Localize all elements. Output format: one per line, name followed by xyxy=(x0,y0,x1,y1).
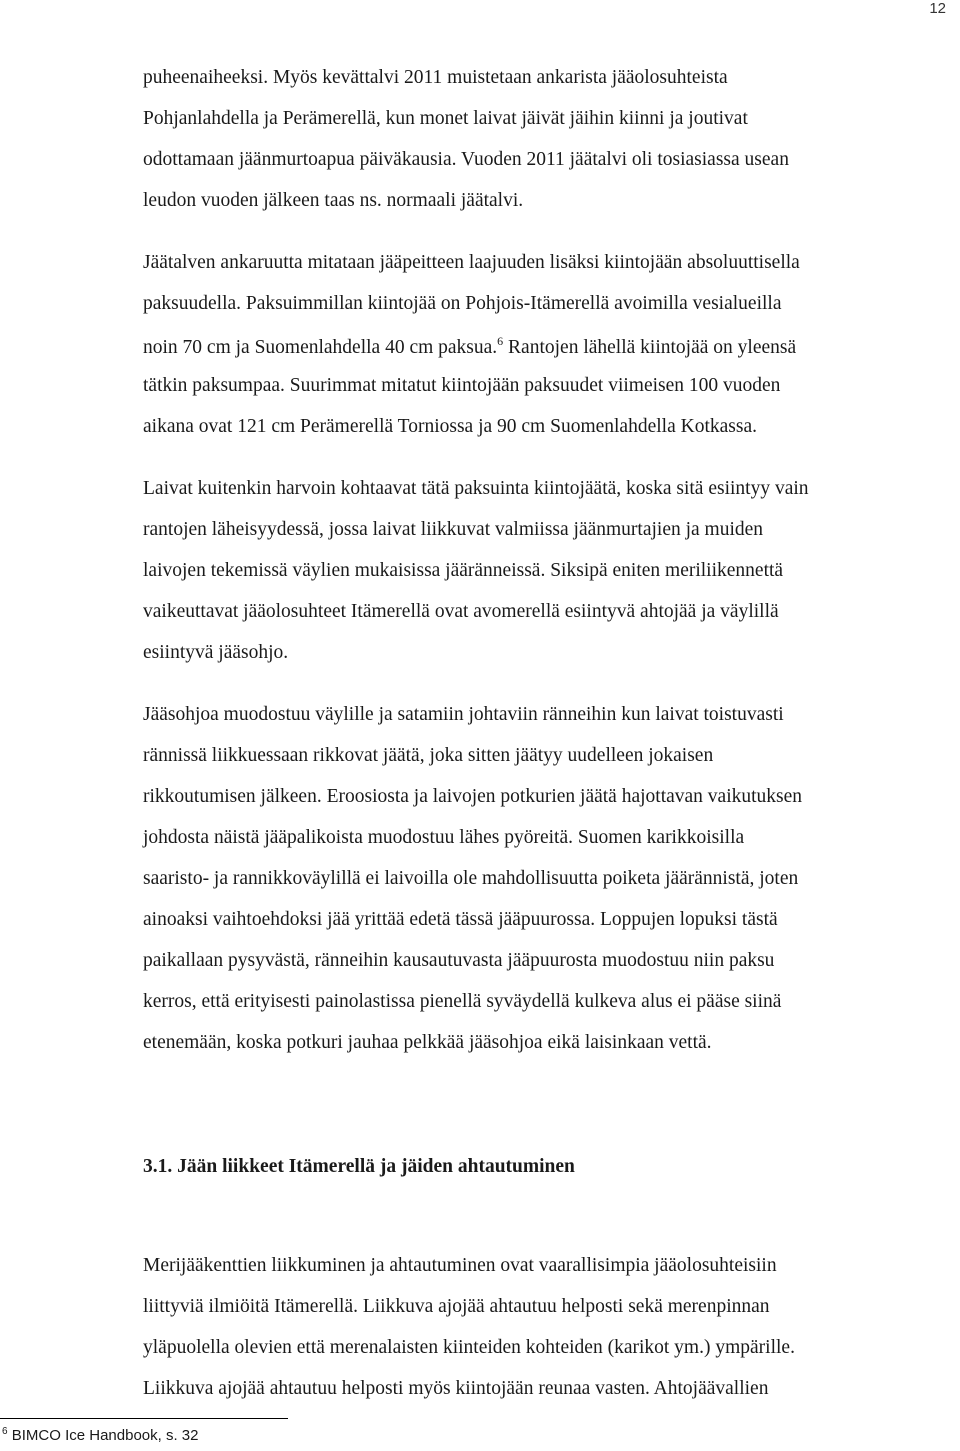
paragraph-3-line-1: Laivat kuitenkin harvoin kohtaavat tätä paksuinta kiintojäätä, koska sitä esiintyy vain xyxy=(143,478,809,499)
paragraph-5-line-3: yläpuolella olevien että merenalaisten kiinteiden kohteiden (karikot ym.) ympärille. xyxy=(143,1337,795,1358)
paragraph-5-line-2: liittyviä ilmiöitä Itämerellä. Liikkuva ajojää ahtautuu helposti sekä merenpinnan xyxy=(143,1296,770,1317)
footnote-marker: 6 xyxy=(2,1426,8,1437)
paragraph-1-line-2: Pohjanlahdella ja Perämerellä, kun monet laivat jäivät jäihin kiinni ja joutivat xyxy=(143,108,748,129)
paragraph-4-line-6: ainoaksi vaihtoehdoksi jää yrittää edetä tässä jääpuurossa. Loppujen lopuksi tästä xyxy=(143,909,778,930)
footnote-reference: 6 xyxy=(497,334,504,348)
paragraph-4-line-5: saaristo- ja rannikkoväylillä ei laivoilla ole mahdollisuutta poiketa jäärännistä, joten xyxy=(143,868,799,889)
paragraph-4-line-9: etenemään, koska potkuri jauhaa pelkkää jääsohjoa eikä laisinkaan vettä. xyxy=(143,1032,712,1053)
paragraph-2-line-5: aikana ovat 121 cm Perämerellä Torniossa ja 90 cm Suomenlahdella Kotkassa. xyxy=(143,416,757,437)
paragraph-3-line-2: rantojen läheisyydessä, jossa laivat liikkuvat valmiissa jäänmurtajien ja muiden xyxy=(143,519,764,540)
section-heading: 3.1. Jään liikkeet Itämerellä ja jäiden ahtautuminen xyxy=(143,1156,575,1177)
paragraph-1-line-4: leudon vuoden jälkeen taas ns. normaali jäätalvi. xyxy=(143,190,524,211)
paragraph-2-line-1: Jäätalven ankaruutta mitataan jääpeitteen laajuuden lisäksi kiintojään absoluuttisella xyxy=(143,252,800,273)
footnote-text: BIMCO Ice Handbook, s. 32 xyxy=(7,1427,199,1444)
paragraph-5-line-1: Merijääkenttien liikkuminen ja ahtautuminen ovat vaarallisimpia jääolosuhteisiin xyxy=(143,1255,777,1276)
footnote xyxy=(2,1426,198,1444)
paragraph-4-line-1: Jääsohjoa muodostuu väylille ja satamiin johtaviin ränneihin kun laivat toistuvasti xyxy=(143,704,784,725)
page-number: 12 xyxy=(929,0,946,17)
footnote-separator xyxy=(0,1418,288,1419)
paragraph-3-line-3: laivojen tekemissä väylien mukaisissa jääränneissä. Siksipä eniten meriliikennettä xyxy=(143,560,784,581)
paragraph-3-line-4: vaikeuttavat jääolosuhteet Itämerellä ovat avomerellä esiintyvä ahtojää ja väylillä xyxy=(143,601,779,622)
paragraph-5-line-4: Liikkuva ajojää ahtautuu helposti myös kiintojään reunaa vasten. Ahtojäävallien xyxy=(143,1378,769,1399)
paragraph-4-line-4: johdosta näistä jääpalikoista muodostuu lähes pyöreitä. Suomen karikkoisilla xyxy=(143,827,745,848)
paragraph-1-line-1: puheenaiheeksi. Myös kevättalvi 2011 muistetaan ankarista jääolosuhteista xyxy=(143,67,728,88)
paragraph-1-line-3: odottamaan jäänmurtoapua päiväkausia. Vuoden 2011 jäätalvi oli tosiasiassa usean xyxy=(143,149,789,170)
paragraph-4-line-8: kerros, että erityisesti painolastissa pienellä syväydellä kulkeva alus ei pääse siinä xyxy=(143,991,782,1012)
paragraph-4-line-7: paikallaan pysyvästä, ränneihin kausautuvasta jääpuurosta muodostuu niin paksu xyxy=(143,950,775,971)
paragraph-2-line-2: paksuudella. Paksuimmillan kiintojää on Pohjois-Itämerellä avoimilla vesialueilla xyxy=(143,293,782,314)
paragraph-2-line-3 xyxy=(143,335,796,358)
paragraph-2-line-3-text: noin 70 cm ja Suomenlahdella 40 cm paksua. xyxy=(143,337,498,358)
paragraph-4-line-3: rikkoutumisen jälkeen. Eroosiosta ja laivojen potkurien jäätä hajottavan vaikutuksen xyxy=(143,786,803,807)
paragraph-2-line-4: tätkin paksumpaa. Suurimmat mitatut kiintojään paksuudet viimeisen 100 vuoden xyxy=(143,375,781,396)
paragraph-3-line-5: esiintyvä jääsohjo. xyxy=(143,642,289,663)
paragraph-4-line-2: rännissä liikkuessaan rikkovat jäätä, joka sitten jäätyy uudelleen jokaisen xyxy=(143,745,714,766)
paragraph-2-line-3-text-continued: Rantojen lähellä kiintojää on yleensä xyxy=(503,337,797,358)
